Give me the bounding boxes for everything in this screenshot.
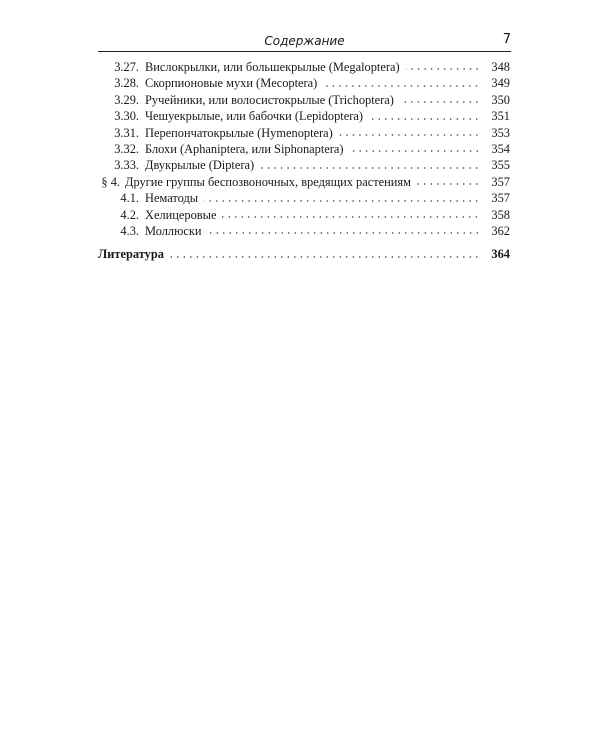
toc-entry-page: 351 xyxy=(491,109,510,124)
dot-leader xyxy=(417,182,480,186)
toc-entry xyxy=(98,141,510,157)
toc-entry-page: 349 xyxy=(491,76,510,91)
toc-entry-title: Ручейники, или волосистокрылые (Trichoptera) xyxy=(145,92,394,107)
page-number: 7 xyxy=(502,32,511,47)
dot-leader xyxy=(170,255,480,259)
table-of-contents xyxy=(98,59,510,263)
dot-leader xyxy=(400,100,480,104)
references-page: 364 xyxy=(491,247,510,262)
toc-entry xyxy=(98,223,510,239)
toc-entry-page: 355 xyxy=(491,158,510,173)
toc-entry-title: Чешуекрылые, или бабочки (Lepidoptera) xyxy=(145,109,363,124)
running-head xyxy=(98,33,511,52)
toc-entry xyxy=(98,157,510,173)
toc-entry-title: Моллюски xyxy=(145,223,202,238)
toc-entry xyxy=(98,75,510,91)
dot-leader xyxy=(339,133,480,137)
toc-entry xyxy=(98,59,510,75)
dot-leader xyxy=(350,149,480,153)
dot-leader xyxy=(204,199,480,203)
toc-entry-number: 3.31. xyxy=(114,125,139,140)
toc-entry-page: 358 xyxy=(491,207,510,222)
dot-leader xyxy=(260,166,480,170)
toc-entry-number: § 4. xyxy=(101,174,120,189)
dot-leader xyxy=(208,231,480,235)
toc-entry-number: 4.2. xyxy=(120,207,139,222)
toc-entry-number: 3.27. xyxy=(114,60,139,74)
toc-entry xyxy=(98,92,510,108)
toc-entry xyxy=(98,108,510,124)
toc-entry-title: Другие группы беспозвоночных, вредящих растениям xyxy=(125,174,411,189)
toc-entry-title: Двукрылые (Diptera) xyxy=(145,158,255,173)
dot-leader xyxy=(323,84,480,88)
toc-entry xyxy=(98,207,510,223)
toc-entry-page: 362 xyxy=(491,223,510,238)
dot-leader xyxy=(222,215,480,219)
toc-section-entry xyxy=(98,174,510,190)
toc-entry-page: 353 xyxy=(491,125,510,140)
toc-entry-title: Перепончатокрылые (Hymenoptera) xyxy=(145,125,333,140)
toc-entry-page: 354 xyxy=(491,141,510,156)
toc-entry-page: 348 xyxy=(491,60,510,74)
references-title: Литература xyxy=(98,247,164,262)
toc-entry-title: Вислокрылки, или большекрылые (Megaloptera) xyxy=(145,60,400,74)
toc-entry-number: 4.1. xyxy=(120,191,139,206)
running-title: Содержание xyxy=(264,34,345,48)
toc-entry-number: 3.32. xyxy=(114,141,139,156)
toc-entry-number: 3.28. xyxy=(114,76,139,91)
toc-entry-title: Блохи (Aphaniptera, или Siphonaptera) xyxy=(145,141,344,156)
toc-entry-page: 357 xyxy=(491,191,510,206)
toc-entry-page: 357 xyxy=(491,174,510,189)
toc-entry xyxy=(98,190,510,206)
toc-entry xyxy=(98,125,510,141)
dot-leader xyxy=(406,67,480,71)
toc-entry-title: Нематоды xyxy=(145,191,199,206)
toc-entry-number: 3.30. xyxy=(114,109,139,124)
toc-entry-number: 4.3. xyxy=(120,223,139,238)
toc-entry-number: 3.33. xyxy=(114,158,139,173)
dot-leader xyxy=(369,117,480,121)
toc-references-entry xyxy=(98,246,510,262)
toc-entry-page: 350 xyxy=(491,92,510,107)
toc-entry-number: 3.29. xyxy=(114,92,139,107)
toc-entry-title: Скорпионовые мухи (Mecoptera) xyxy=(145,76,318,91)
toc-entry-title: Хелицеровые xyxy=(145,207,217,222)
